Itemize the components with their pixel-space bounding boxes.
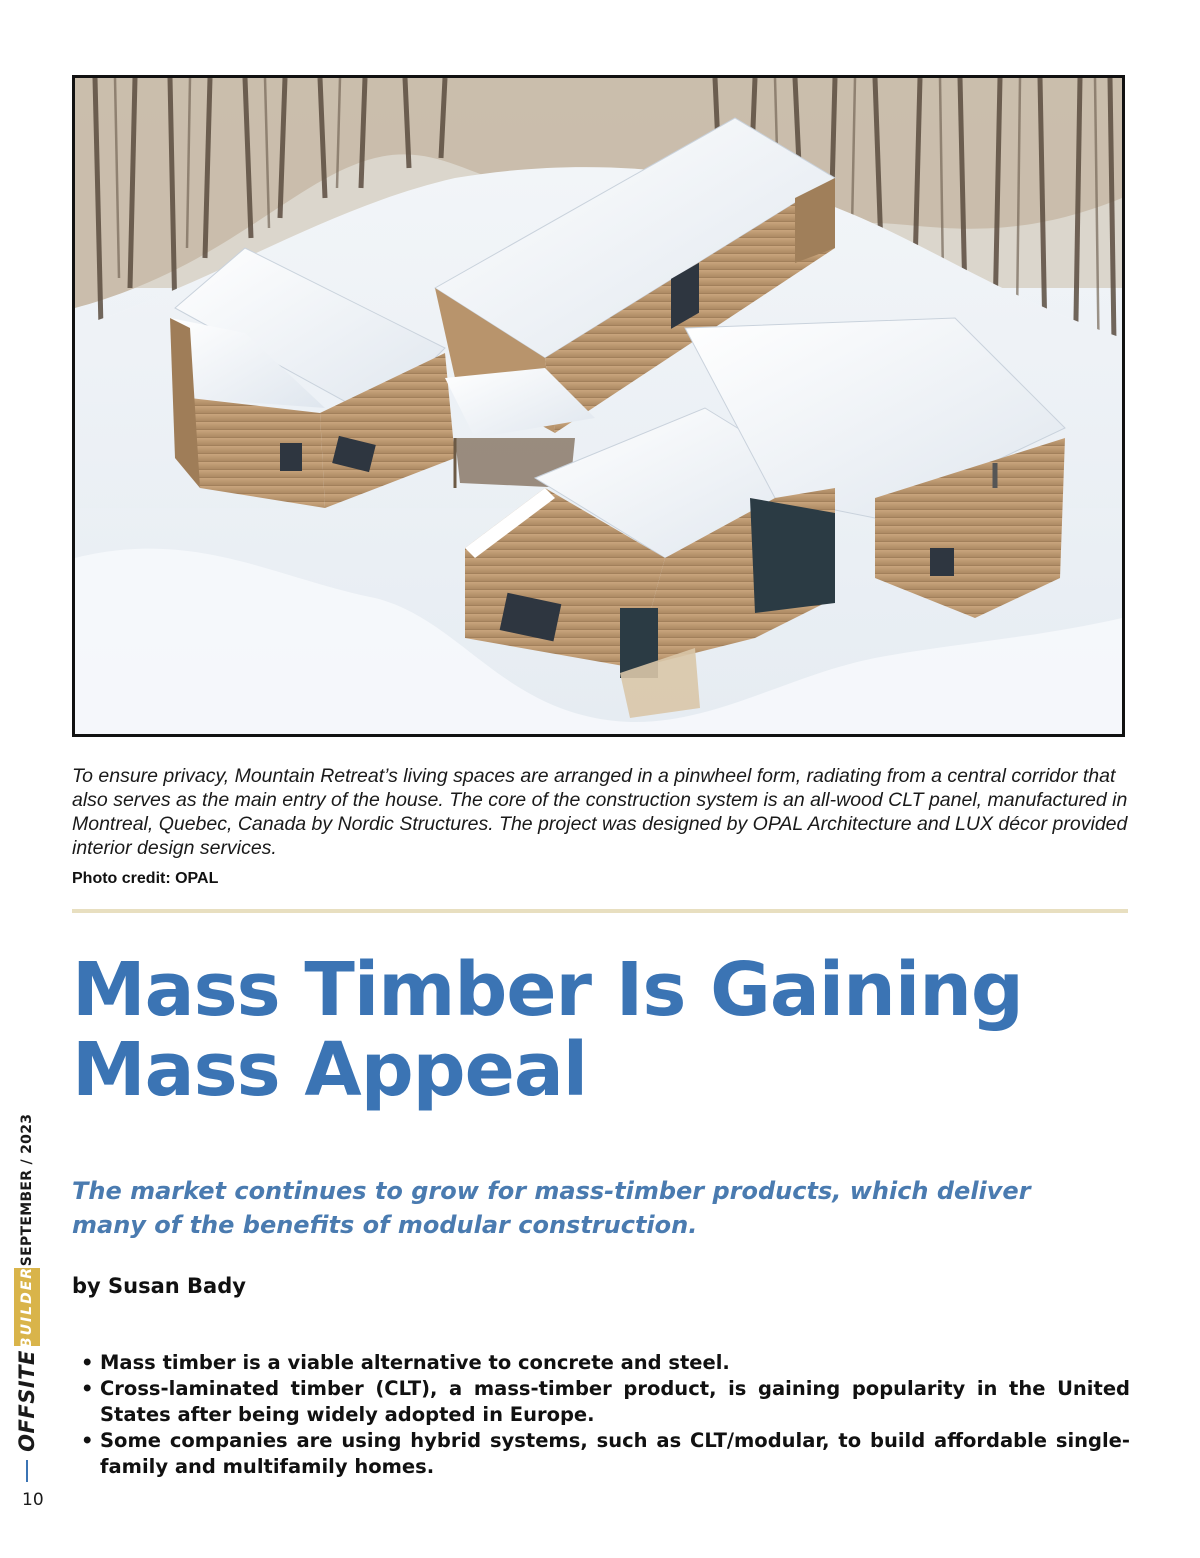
logo-builder-text: BUILDER xyxy=(19,1265,35,1349)
article-byline: by Susan Bady xyxy=(72,1274,246,1298)
photo-caption: To ensure privacy, Mountain Retreat’s living spaces are arranged in a pinwheel form, radiating from a central corridor that also serves as the main entry of the house. The core of the construction system is an all-wood CLT panel, manufactured in Montreal, Quebec, Canada by Nordic Structures. The project was designed by OPAL Architecture and LUX décor provided interior design services. xyxy=(72,765,1128,859)
folio-rule xyxy=(26,1460,28,1482)
key-point: • Some companies are using hybrid systems, such as CLT/modular, to build affordable single-family and multifamily homes. xyxy=(78,1428,1130,1480)
key-point: • Mass timber is a viable alternative to concrete and steel. xyxy=(78,1350,1130,1376)
article-deck: The market continues to grow for mass-timber products, which deliver many of the benefits of modular construction. xyxy=(72,1177,1031,1239)
house-illustration xyxy=(75,78,1122,734)
article-photo xyxy=(72,75,1125,737)
logo-builder-block xyxy=(14,1265,40,1349)
magazine-logo xyxy=(14,1265,40,1478)
logo-offsite-block xyxy=(14,1348,40,1454)
key-point: • Cross-laminated timber (CLT), a mass-timber product, is gaining popularity in the United States after being widely adopted in Europe. xyxy=(78,1376,1130,1428)
issue-date-label: SEPTEMBER / 2023 xyxy=(19,1113,35,1267)
headline-line-2: Mass Appeal xyxy=(72,1027,588,1113)
section-divider xyxy=(72,909,1128,913)
page-number: 10 xyxy=(22,1490,44,1510)
logo-offsite-text: OFFSITE xyxy=(15,1350,39,1452)
key-points-list xyxy=(78,1350,1130,1480)
photo-credit: Photo credit: OPAL xyxy=(72,870,219,887)
article-headline xyxy=(72,947,1152,1113)
issue-date xyxy=(14,1110,40,1270)
headline-line-1: Mass Timber Is Gaining xyxy=(72,947,1023,1033)
